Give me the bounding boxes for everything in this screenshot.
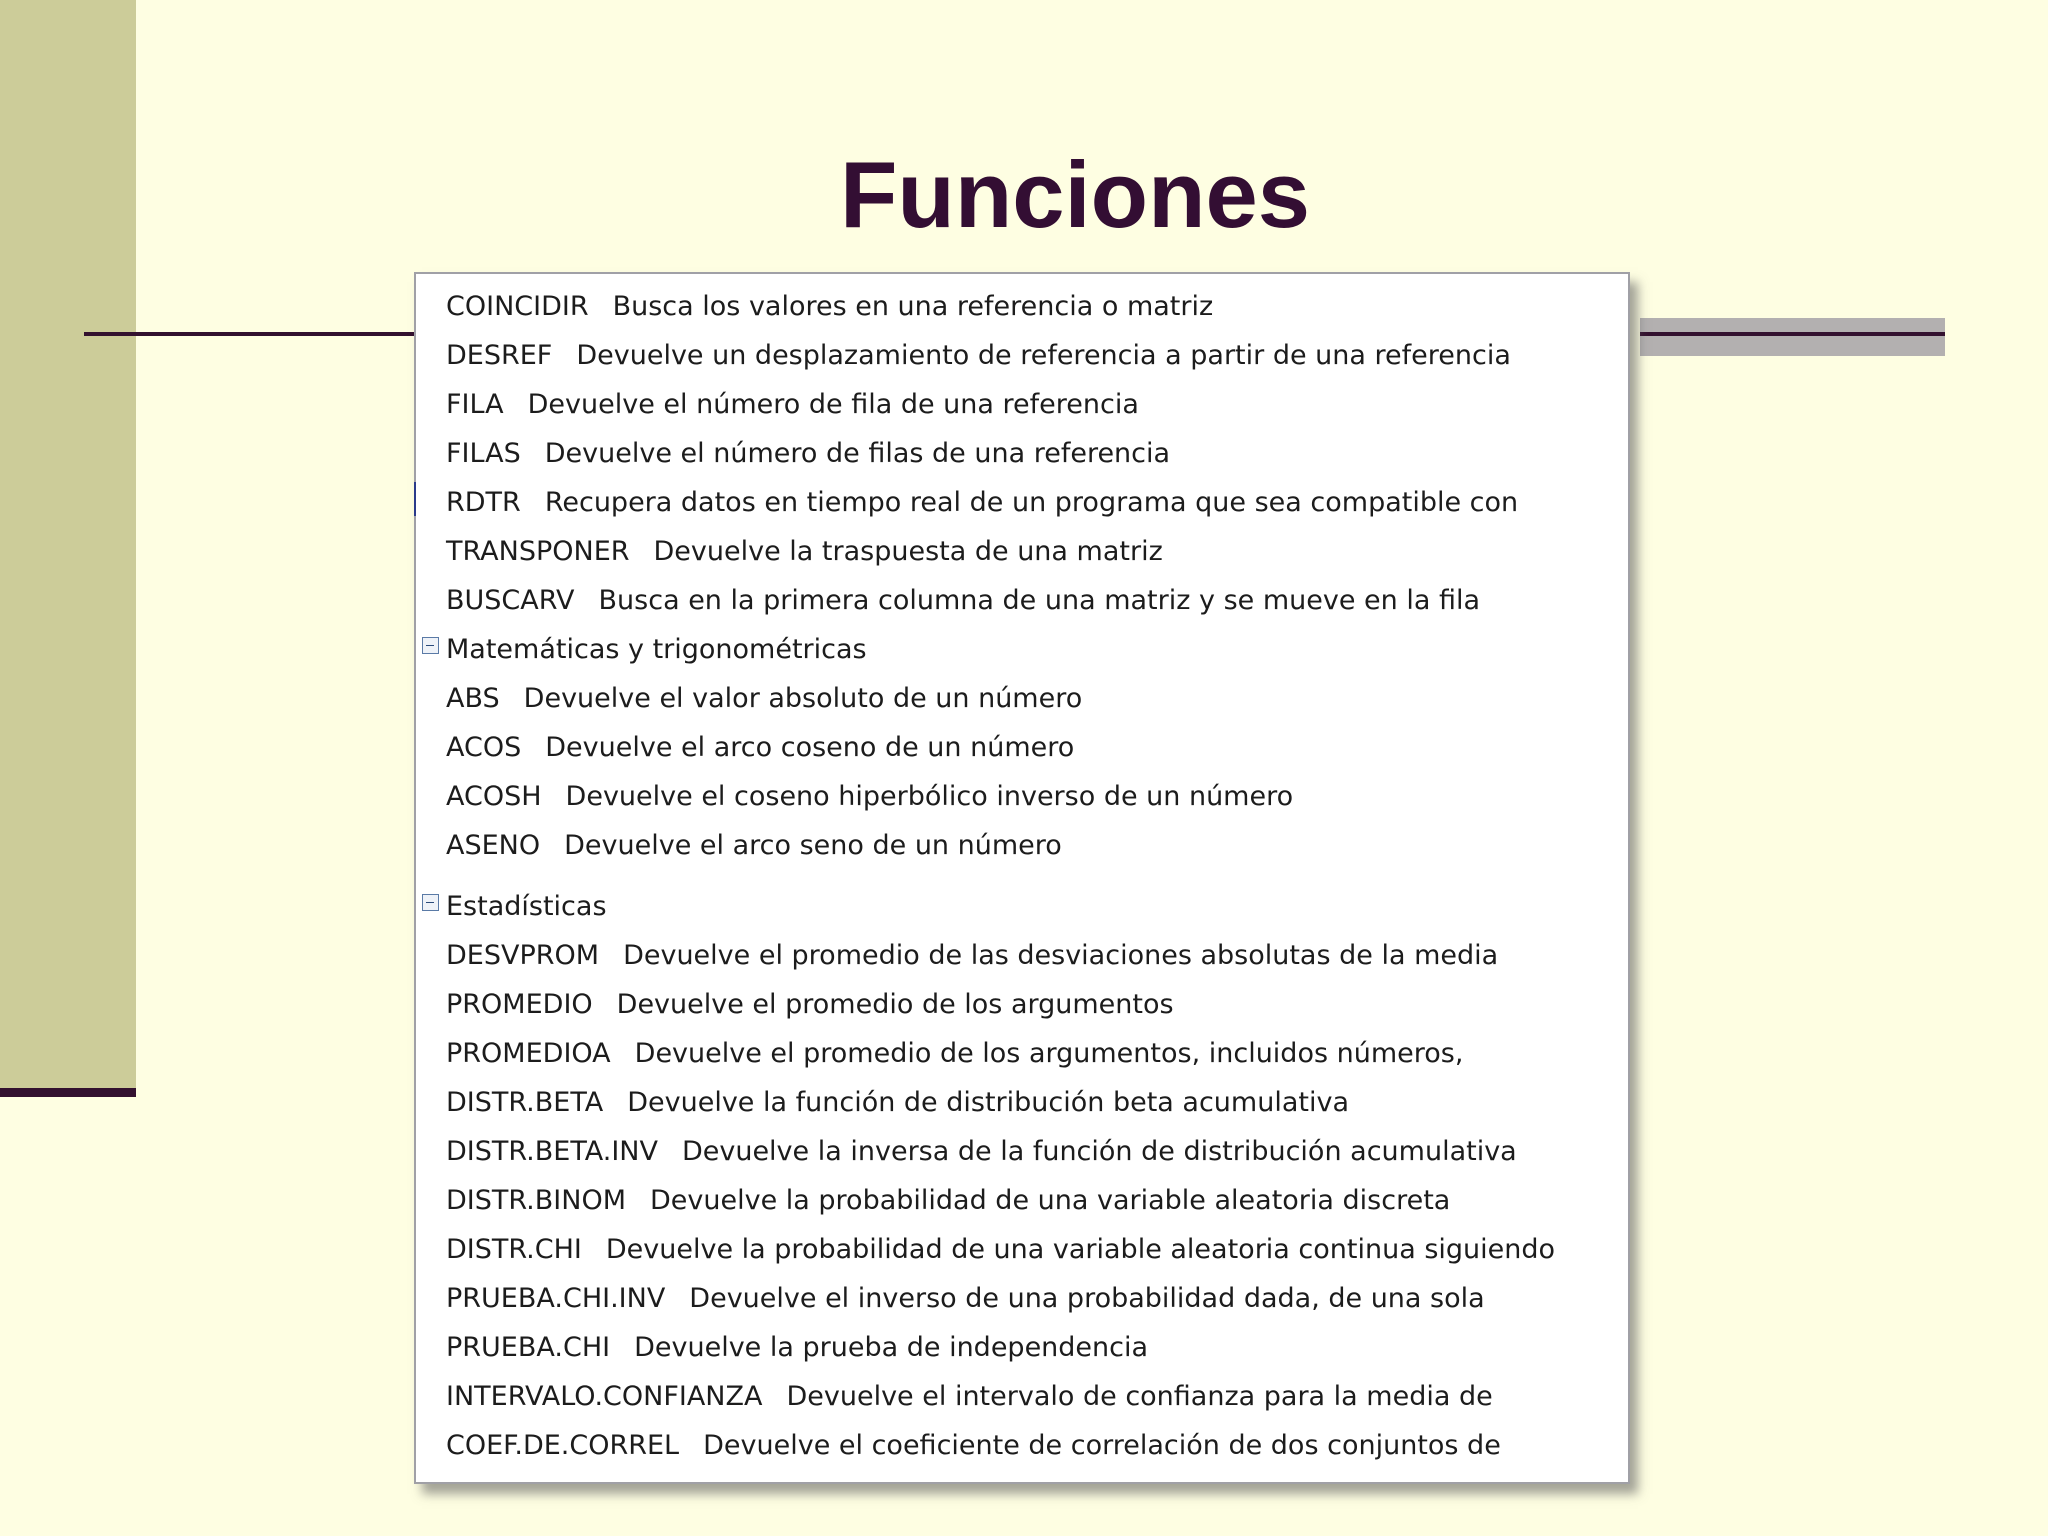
function-name: DESVPROM — [446, 940, 600, 971]
function-item[interactable] — [446, 829, 1062, 863]
title-rule-right — [1640, 332, 1945, 336]
function-description: Devuelve el número de fila de una referencia — [527, 389, 1139, 420]
function-description: Devuelve el promedio de los argumentos — [616, 989, 1174, 1020]
function-description: Devuelve el coseno hiperbólico inverso de un número — [565, 781, 1294, 812]
function-item[interactable] — [446, 1282, 1485, 1316]
function-description: Devuelve un desplazamiento de referencia a partir de una referencia — [576, 340, 1511, 371]
function-name: BUSCARV — [446, 585, 575, 616]
category-label: Estadísticas — [446, 891, 607, 922]
function-list-panel — [414, 272, 1630, 1484]
function-name: ACOSH — [446, 781, 542, 812]
function-name: DISTR.CHI — [446, 1234, 582, 1265]
function-item[interactable] — [446, 290, 1213, 324]
category-header[interactable] — [446, 890, 607, 924]
function-item[interactable] — [446, 388, 1139, 422]
collapse-minus-icon[interactable] — [422, 894, 439, 911]
category-header[interactable] — [446, 633, 867, 667]
function-item[interactable] — [446, 1429, 1501, 1463]
function-description: Devuelve la inversa de la función de distribución acumulativa — [681, 1136, 1517, 1167]
function-item[interactable] — [446, 1086, 1349, 1120]
category-label: Matemáticas y trigonométricas — [446, 634, 867, 665]
sidebar-rule — [0, 1088, 136, 1097]
function-name: COEF.DE.CORREL — [446, 1430, 680, 1461]
function-item[interactable] — [446, 1380, 1493, 1414]
function-name: ACOS — [446, 732, 522, 763]
function-name: FILAS — [446, 438, 521, 469]
function-item[interactable] — [446, 1331, 1148, 1365]
title-rule-left — [84, 332, 414, 336]
function-description: Devuelve el arco seno de un número — [564, 830, 1062, 861]
function-description: Devuelve el intervalo de confianza para la media de — [786, 1381, 1493, 1412]
function-description: Devuelve el promedio de las desviaciones absolutas de la media — [623, 940, 1499, 971]
function-name: PROMEDIOA — [446, 1038, 611, 1069]
collapse-minus-icon[interactable] — [422, 637, 439, 654]
function-name: RDTR — [446, 487, 521, 518]
function-item[interactable] — [446, 780, 1293, 814]
function-item[interactable] — [446, 1233, 1555, 1267]
function-item[interactable] — [446, 437, 1170, 471]
function-description: Recupera datos en tiempo real de un programa que sea compatible con — [544, 487, 1519, 518]
function-name: PRUEBA.CHI.INV — [446, 1283, 666, 1314]
function-description: Devuelve la traspuesta de una matriz — [653, 536, 1163, 567]
function-description: Devuelve el inverso de una probabilidad dada, de una sola — [689, 1283, 1485, 1314]
function-item[interactable] — [446, 682, 1082, 716]
function-item[interactable] — [446, 584, 1480, 618]
function-name: FILA — [446, 389, 504, 420]
function-description: Devuelve la prueba de independencia — [634, 1332, 1149, 1363]
function-name: INTERVALO.CONFIANZA — [446, 1381, 763, 1412]
function-description: Busca los valores en una referencia o matriz — [612, 291, 1214, 322]
function-description: Devuelve el arco coseno de un número — [545, 732, 1075, 763]
function-item[interactable] — [446, 535, 1163, 569]
function-name: COINCIDIR — [446, 291, 589, 322]
function-name: DISTR.BETA.INV — [446, 1136, 658, 1167]
sidebar-band — [0, 0, 136, 1090]
function-description: Devuelve el promedio de los argumentos, incluidos números, — [634, 1038, 1464, 1069]
function-description: Busca en la primera columna de una matriz y se mueve en la fila — [598, 585, 1481, 616]
function-name: PRUEBA.CHI — [446, 1332, 611, 1363]
function-name: ABS — [446, 683, 500, 714]
function-name: DISTR.BETA — [446, 1087, 604, 1118]
function-item[interactable] — [446, 939, 1498, 973]
function-description: Devuelve la probabilidad de una variable aleatoria continua siguiendo — [605, 1234, 1556, 1265]
function-item[interactable] — [446, 1037, 1463, 1071]
title-rule-right-band — [1640, 318, 1945, 356]
function-description: Devuelve el número de filas de una referencia — [544, 438, 1171, 469]
function-item[interactable] — [446, 731, 1074, 765]
function-description: Devuelve el coeficiente de correlación de dos conjuntos de — [703, 1430, 1501, 1461]
function-item[interactable] — [446, 988, 1174, 1022]
function-name: DESREF — [446, 340, 553, 371]
function-name: TRANSPONER — [446, 536, 630, 567]
selection-marker — [414, 482, 416, 516]
function-name: PROMEDIO — [446, 989, 593, 1020]
function-description: Devuelve la probabilidad de una variable aleatoria discreta — [650, 1185, 1451, 1216]
function-description: Devuelve el valor absoluto de un número — [523, 683, 1083, 714]
function-item[interactable] — [446, 1135, 1517, 1169]
slide-title: Funciones — [840, 142, 1311, 247]
function-name: ASENO — [446, 830, 541, 861]
function-item[interactable] — [446, 486, 1518, 520]
function-description: Devuelve la función de distribución beta acumulativa — [627, 1087, 1349, 1118]
function-item[interactable] — [446, 339, 1511, 373]
function-name: DISTR.BINOM — [446, 1185, 626, 1216]
function-item[interactable] — [446, 1184, 1450, 1218]
